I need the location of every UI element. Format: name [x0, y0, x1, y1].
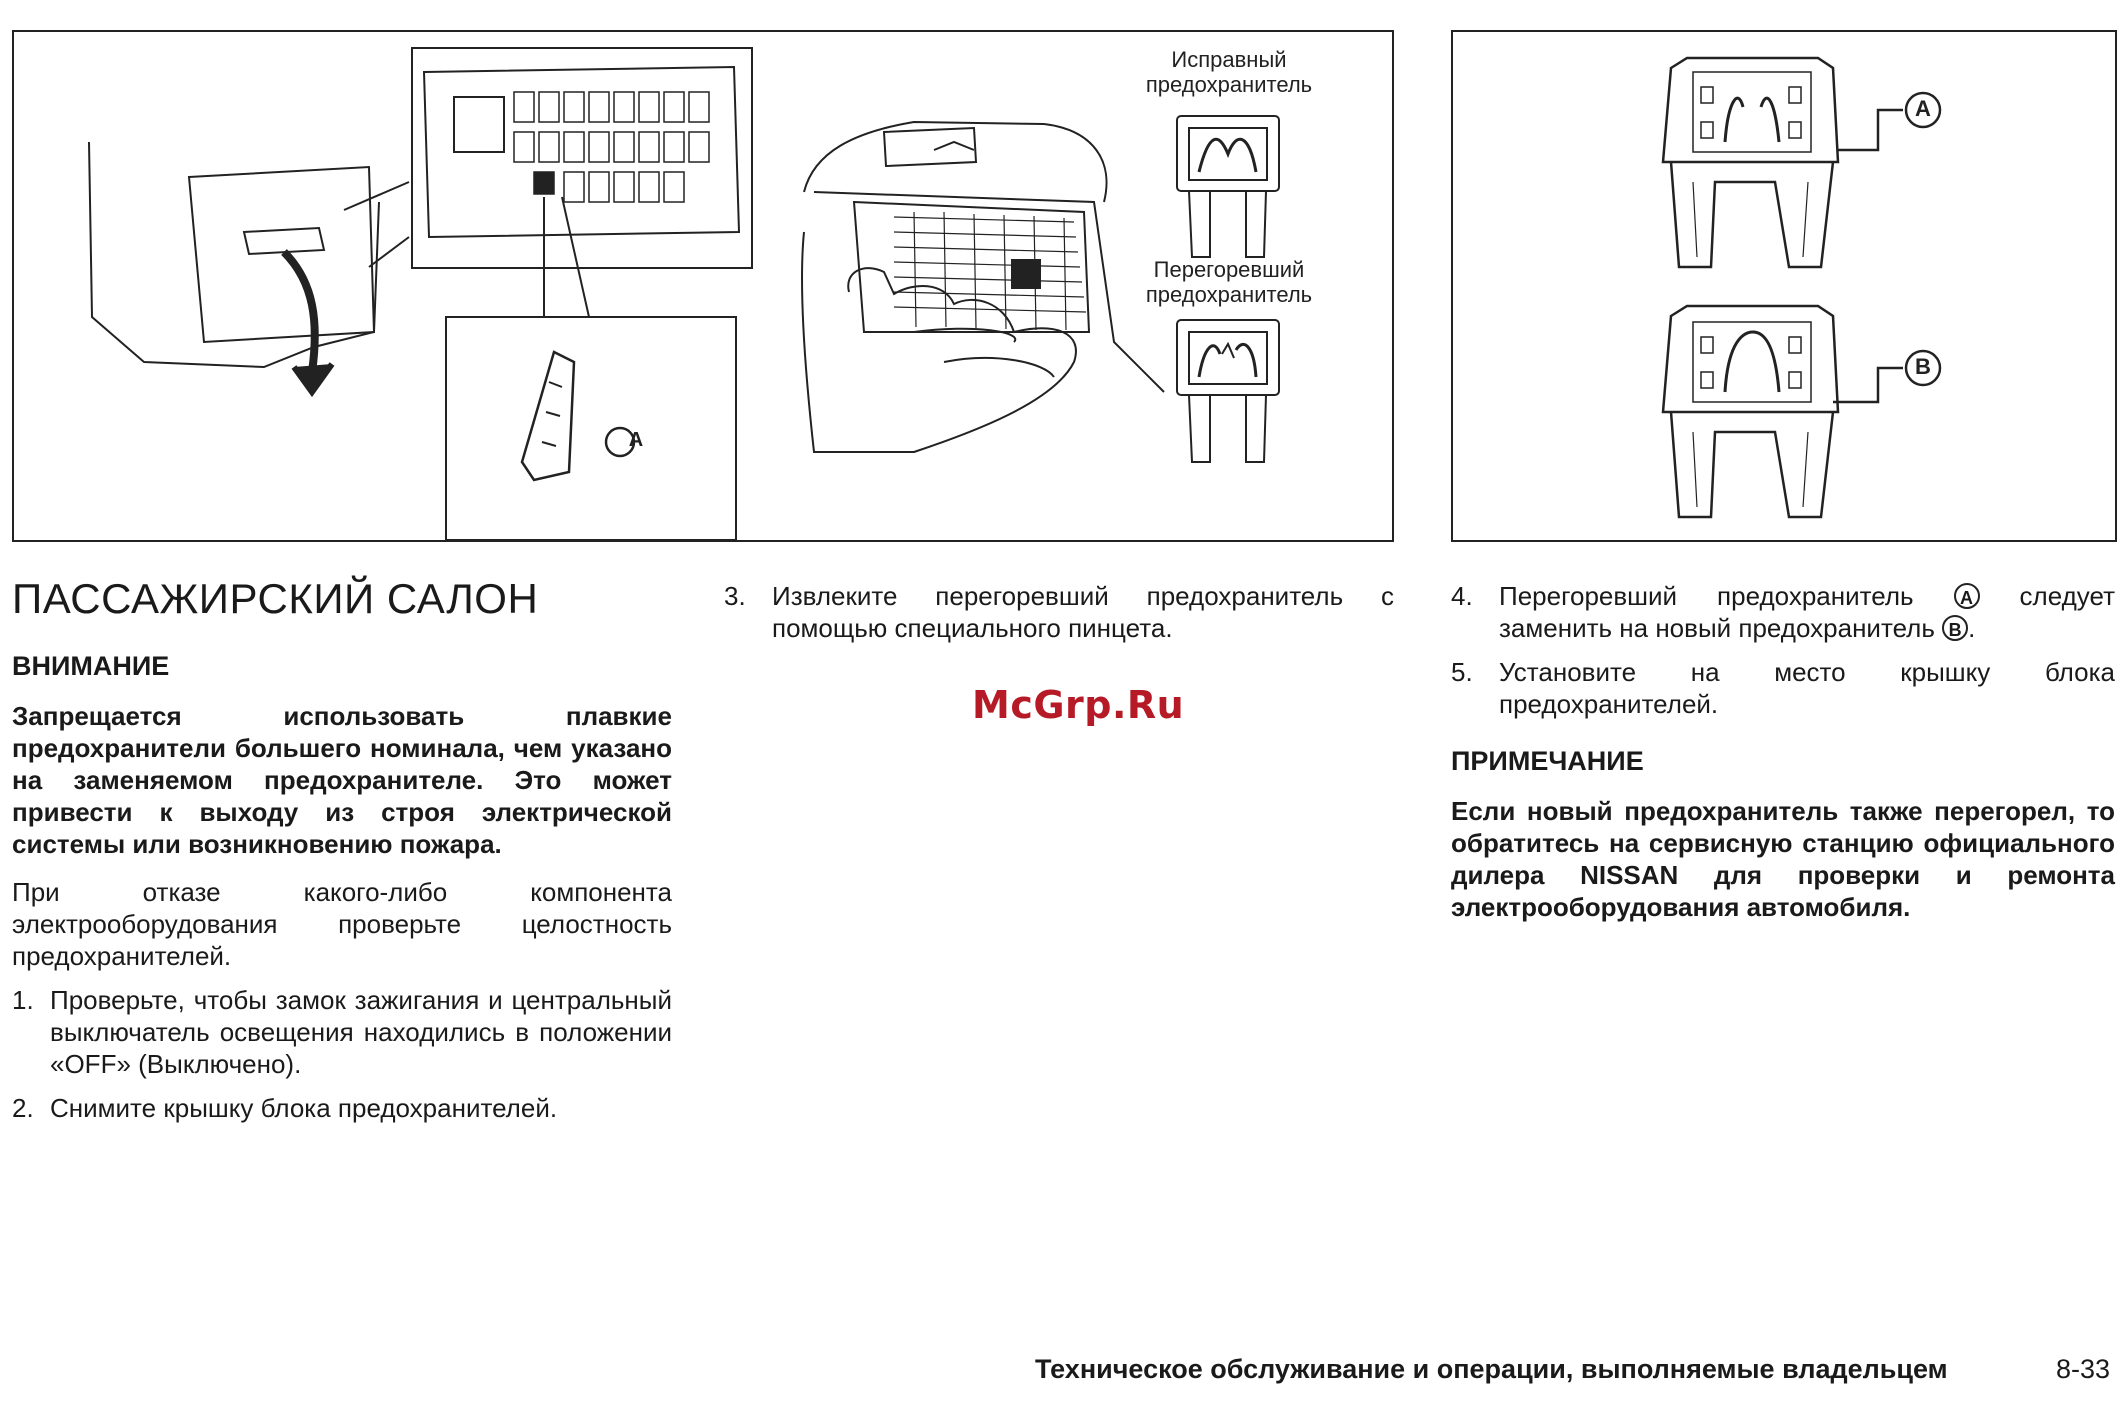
blown-fuse-label: [1144, 257, 1314, 307]
note-text: Если новый предохранитель также перегорел, то обратитесь на сервисную станцию официального дилера NISSAN для проверки и ремонта электрооборудования автомобиля.: [1451, 796, 2115, 922]
step-5-number: 5.: [1451, 657, 1473, 687]
step-3: [724, 580, 1394, 644]
fuse-removal-illustration: [12, 30, 1394, 542]
fuse-comparison-drawing: [1453, 32, 2115, 540]
step-3-text: Извлеките перегоревший предохранитель с помощью специального пинцета.: [772, 581, 1394, 643]
footer-section-title: Техническое обслуживание и операции, выполняемые владельцем: [1035, 1354, 1948, 1384]
callout-b-fuse-label: B: [1915, 354, 1931, 379]
good-fuse-label-line1: Исправный: [1171, 47, 1287, 72]
step-5: [1451, 656, 2115, 720]
step-1: [12, 984, 672, 1080]
step-4-text: [1499, 580, 2115, 644]
step-4-part3: .: [1968, 613, 1976, 643]
warning-heading: ВНИМАНИЕ: [12, 651, 170, 681]
step-1-text: Проверьте, чтобы замок зажигания и центральный выключатель освещения находились в положении «OFF» (Выключено).: [50, 985, 672, 1079]
step-2-text: Снимите крышку блока предохранителей.: [50, 1093, 558, 1123]
callout-a-fuse-label: A: [1915, 96, 1931, 121]
ref-b-badge: B: [1942, 615, 1968, 641]
blown-fuse-label-line2: предохранитель: [1145, 282, 1313, 307]
step-3-number: 3.: [724, 581, 746, 611]
step-4-number: 4.: [1451, 581, 1473, 611]
step-4-part2: следует заменить на новый предохранитель: [1499, 581, 2115, 643]
warning-text: Запрещается использовать плавкие предохранители большего номинала, чем указано на заменяемом предохранителе. Это может привести к выходу из строя электрической системы или возникновению пожара.: [12, 701, 672, 859]
good-fuse-label-line2: предохранитель: [1145, 72, 1313, 97]
good-fuse-label: [1144, 47, 1314, 97]
step-1-number: 1.: [12, 985, 34, 1015]
step-2-number: 2.: [12, 1093, 34, 1123]
dashboard-outline: [89, 142, 379, 367]
step-5-text: Установите на место крышку блока предохранителей.: [1499, 657, 2115, 719]
column-right: [1451, 580, 2115, 939]
note-heading: ПРИМЕЧАНИЕ: [1451, 746, 1644, 776]
step-4-part1: Перегоревший предохранитель: [1499, 581, 1914, 611]
callout-a-label: A: [628, 429, 644, 451]
step-2: [12, 1092, 672, 1124]
intro-paragraph: При отказе какого-либо компонента электрооборудования проверьте целостность предохранителей.: [12, 877, 672, 971]
ref-a-badge: A: [1954, 583, 1980, 609]
column-middle: [724, 580, 1394, 656]
column-passenger-compartment: [12, 575, 672, 1136]
fuse-comparison-illustration: [1451, 30, 2117, 542]
section-title: ПАССАЖИРСКИЙ САЛОН: [12, 575, 539, 622]
blown-fuse-label-line1: Перегоревший: [1153, 257, 1305, 282]
watermark: McGrp.Ru: [972, 683, 1185, 727]
page-number: 8-33: [2056, 1354, 2111, 1384]
step-4: [1451, 580, 2115, 644]
